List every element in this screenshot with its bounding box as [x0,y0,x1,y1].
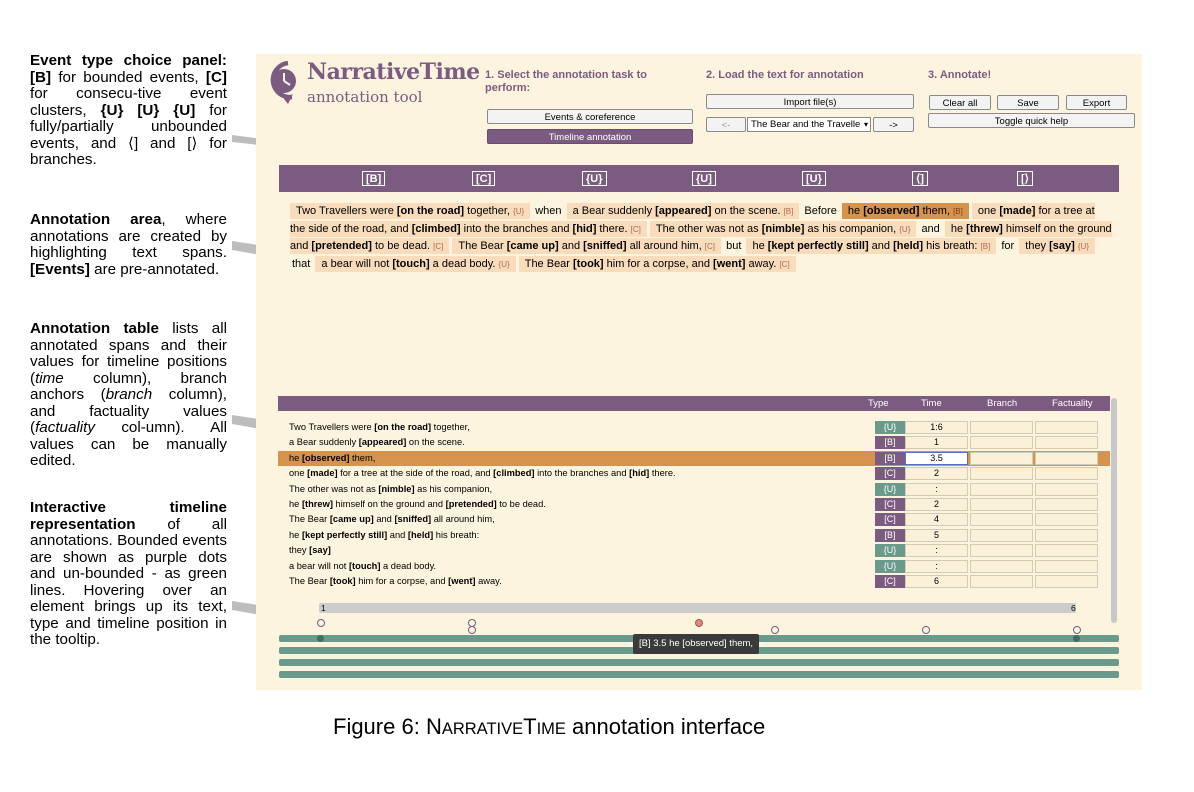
timeline-event-dot[interactable] [771,626,779,634]
app-title: NarrativeTime [307,59,480,85]
column-time: Time [921,398,942,409]
import-files-button[interactable]: Import file(s) [706,94,914,109]
row-text: he [threw] himself on the ground and [pretended] to be dead. [289,499,546,509]
row-text: he [kept perfectly still] and [held] his breath: [289,529,480,540]
save-button[interactable]: Save [997,95,1059,110]
factuality-cell[interactable] [1035,560,1098,573]
clock-logo-icon [262,59,302,105]
table-row[interactable] [278,420,1110,435]
span-type-tag: {U} [513,207,525,216]
branch-cell[interactable] [970,452,1033,465]
type-unbounded-button[interactable]: {U} [582,171,607,186]
branch-start-button[interactable]: ⟨] [912,171,928,186]
table-row[interactable] [278,482,1110,497]
text-span[interactable]: they [say] {U} [1019,238,1095,254]
text-plain: but [726,240,742,252]
branch-cell[interactable] [970,544,1033,557]
span-type-tag: {U} [1077,242,1089,251]
timeline-scale [319,603,1076,613]
step3-heading: 3. Annotate! [928,69,992,81]
span-type-tag: [C] [704,242,716,251]
document-select-value: The Bear and the Travelle [751,119,861,130]
clear-all-button[interactable]: Clear all [929,95,991,110]
row-type-badge[interactable]: [C] [875,498,905,511]
span-type-tag: [C] [433,242,444,251]
type-cluster-button[interactable]: [C] [472,171,495,186]
note-timeline: Interactive timeline representation of all annotations. Bounded events are shown as purple dots and un-bounded - as green lines. Hovering over an element brings up its text, type and timeline position in the tooltip. [30,499,227,648]
branch-cell[interactable] [970,436,1033,449]
timeline-end-label: 6 [1071,603,1076,613]
table-row[interactable] [278,559,1110,574]
span-type-tag: [B] [980,242,991,251]
row-type-badge[interactable]: [B] [875,452,905,465]
text-span-selected[interactable]: he [observed] them, [B] [842,203,969,219]
text-span[interactable]: he [threw] himself on the ground and [pretended] to be dead. [C] [290,222,1112,252]
time-cell[interactable]: 5 [905,529,968,542]
row-text: one [made] for a tree at the side of the road, and [climbed] into the branches and [hid] there. [289,468,676,479]
time-cell[interactable]: 6 [905,575,968,588]
time-cell[interactable]: 1:6 [905,421,968,434]
row-type-badge[interactable]: [B] [875,436,905,449]
text-span[interactable]: he [kept perfectly still] and [held] his breath: [B] [746,238,996,254]
row-type-badge[interactable]: {U} [875,421,905,434]
branch-cell[interactable] [970,498,1033,511]
timeline-event-dot[interactable] [468,626,476,634]
span-type-tag: [C] [779,259,790,269]
app-subtitle: annotation tool [307,88,423,106]
factuality-cell[interactable] [1035,575,1098,588]
time-cell[interactable]: 2 [905,467,968,480]
next-document-button[interactable]: -> [873,117,914,132]
text-span[interactable]: The other was not as [nimble] as his companion, {U} [650,221,916,237]
branch-cell[interactable] [970,560,1033,573]
timeline-tooltip: [B] 3.5 he [observed] them, [633,634,759,654]
factuality-cell[interactable] [1035,452,1098,465]
row-type-badge[interactable]: [C] [875,467,905,480]
timeline-unbounded-lane[interactable] [279,659,1119,666]
annotation-area[interactable] [290,203,1112,273]
column-branch: Branch [987,398,1018,409]
factuality-cell[interactable] [1035,513,1098,526]
row-text: a Bear suddenly [appeared] on the scene. [289,437,465,448]
figure-caption: Figure 6: NARRATIVETIME annotation interface [333,714,766,739]
row-type-badge[interactable]: [C] [875,575,905,588]
previous-document-button[interactable]: <- [706,117,746,132]
branch-cell[interactable] [970,483,1033,496]
text-span[interactable]: Two Travellers were [on the road] together, {U} [290,203,530,219]
note-annotation-area: Annotation area, where annotations are created by highlighting text spans. [Events] are pre-annotated. [30,211,227,278]
document-select[interactable] [747,117,871,132]
toggle-quick-help-button[interactable]: Toggle quick help [928,113,1135,128]
row-text: Two Travellers were [on the road] together, [289,422,470,432]
branch-cell[interactable] [970,421,1033,434]
timeline-annotation-button[interactable]: Timeline annotation [487,129,693,144]
row-type-badge[interactable]: [C] [875,513,905,526]
narrativetime-app [256,54,1142,690]
column-factuality: Factuality [1052,398,1093,409]
export-button[interactable]: Export [1066,95,1127,110]
row-text: The Bear [took] him for a corpse, and [went] away. [289,576,502,586]
time-cell[interactable]: 4 [905,513,968,526]
event-type-panel [279,165,1119,192]
span-type-tag: [B] [953,207,963,216]
table-row[interactable] [278,466,1110,481]
factuality-cell[interactable] [1035,436,1098,449]
text-span[interactable]: The Bear [took] him for a corpse, and [went] away. [C] [519,256,796,272]
text-plain: that [292,257,311,270]
events-coreference-button[interactable]: Events & coreference [487,109,693,124]
table-row[interactable] [278,574,1110,589]
timeline-event-dot[interactable] [317,619,325,627]
factuality-cell[interactable] [1035,467,1098,480]
table-scrollbar[interactable] [1111,398,1117,623]
table-row[interactable] [278,451,1110,466]
row-text: they [say] [289,545,331,556]
time-cell[interactable]: : [905,544,968,557]
branch-cell[interactable] [970,575,1033,588]
factuality-cell[interactable] [1035,421,1098,434]
text-plain: Before [804,205,837,217]
timeline-unbounded-lane[interactable] [279,671,1119,678]
time-cell[interactable]: 2 [905,498,968,511]
row-text: he [observed] them, [289,452,376,463]
branch-cell[interactable] [970,467,1033,480]
row-text: The Bear [came up] and [sniffed] all around him, [289,514,495,525]
row-type-badge[interactable]: {U} [875,544,905,557]
type-bounded-button[interactable]: [B] [362,171,385,186]
span-type-tag: [B] [783,207,794,216]
type-right-unbounded-button[interactable]: [U} [802,171,826,186]
table-row[interactable] [278,528,1110,543]
time-cell[interactable]: : [905,483,968,496]
column-type: Type [868,398,889,409]
factuality-cell[interactable] [1035,483,1098,496]
row-type-badge[interactable]: [B] [875,529,905,542]
factuality-cell[interactable] [1035,498,1098,511]
span-type-tag: {U} [899,224,911,234]
branch-cell[interactable] [970,513,1033,526]
text-plain: and [921,222,940,235]
branch-end-button[interactable]: [⟩ [1017,171,1033,186]
span-type-tag: [C] [630,224,641,234]
time-cell[interactable]: : [905,560,968,573]
type-left-unbounded-button[interactable]: {U] [692,171,716,186]
table-row[interactable] [278,512,1110,527]
time-cell[interactable]: 1 [905,436,968,449]
factuality-cell[interactable] [1035,544,1098,557]
timeline-lane-endpoint [317,635,324,642]
timeline-lane-endpoint [1073,635,1080,642]
step2-heading: 2. Load the text for annotation [706,69,864,81]
branch-cell[interactable] [970,529,1033,542]
chevron-down-icon: ▾ [863,120,868,129]
text-plain: when [535,205,562,217]
timeline-event-dot-highlighted[interactable] [695,619,703,627]
table-row[interactable] [278,497,1110,512]
time-cell[interactable]: 3.5 [905,452,968,465]
factuality-cell[interactable] [1035,529,1098,542]
text-plain: for [1001,240,1015,252]
step1-heading: 1. Select the annotation task to perform: [485,69,647,94]
row-type-badge[interactable]: {U} [875,560,905,573]
timeline-start-label: 1 [321,603,326,613]
note-annotation-table: Annotation table lists all annotated spans and their values for timeline positions (time column), branch anchors (branch column), and factuality values (factuality col-umn). All values can be manually edited. [30,320,227,469]
text-span[interactable]: a bear will not [touch] a dead body. {U} [315,256,515,272]
row-type-badge[interactable]: {U} [875,483,905,496]
text-span[interactable]: one [made] for a tree at the side of the road, and [climbed] into the branches and [hid] there. [C] [290,205,1095,235]
table-header [278,396,1110,411]
table-row[interactable] [278,543,1110,558]
timeline-event-dot[interactable] [1073,626,1081,634]
note-event-type-panel: Event type choice panel: [B] for bounded events, [C] for consecu-tive event clusters, {U} [U} {U] for fully/partially unbounded events, and ⟨] and [⟩ for branches. [30,52,227,168]
table-row[interactable] [278,435,1110,450]
span-type-tag: {U} [498,259,510,269]
timeline-event-dot[interactable] [922,626,930,634]
text-span[interactable]: a Bear suddenly [appeared] on the scene. [B] [567,203,800,219]
text-span[interactable]: The Bear [came up] and [sniffed] all around him, [C] [452,238,721,254]
row-text: a bear will not [touch] a dead body. [289,560,437,571]
row-text: The other was not as [nimble] as his companion, [289,483,493,494]
